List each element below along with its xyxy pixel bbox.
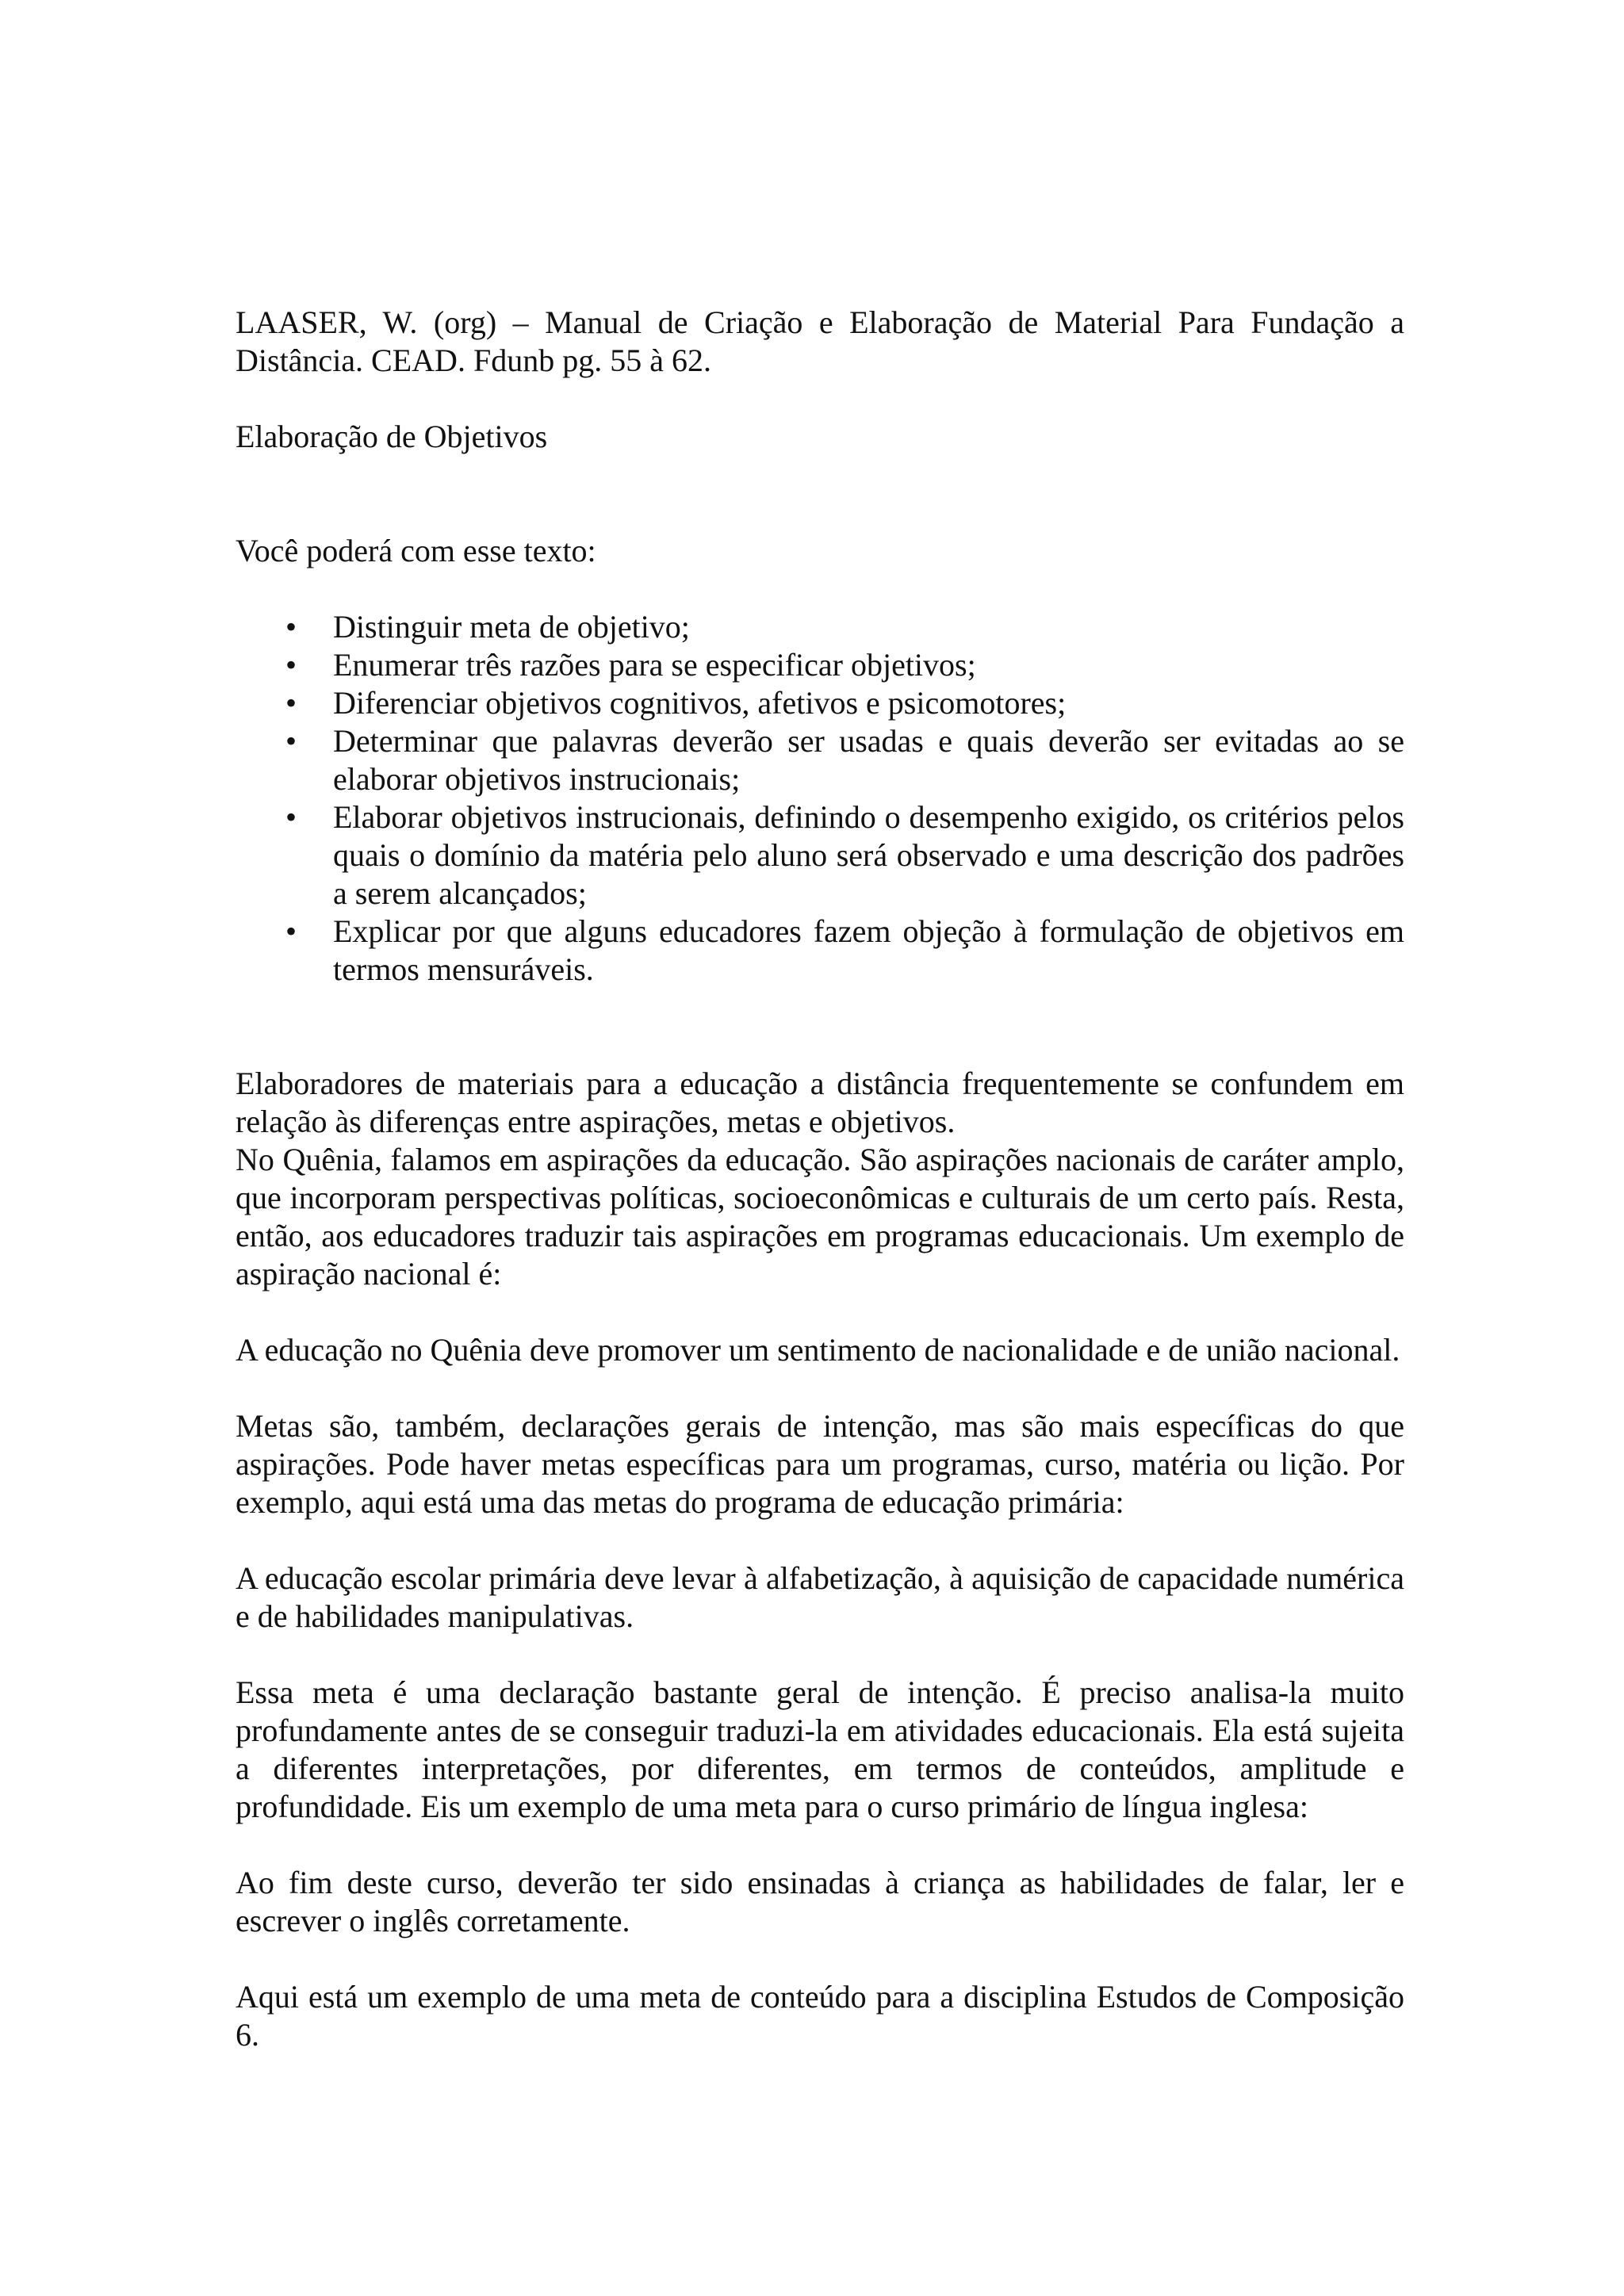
bullet-icon: • xyxy=(285,799,297,835)
bullet-icon: • xyxy=(285,723,297,759)
section-title: Elaboração de Objetivos xyxy=(236,419,548,454)
paragraph: Metas são, também, declarações gerais de intenção, mas são mais específicas do que aspirações. Pode haver metas específicas para um programas, curso, matéria ou lição. Por exemplo, aqui está uma das metas do programa de educação primária: xyxy=(236,1408,1404,1520)
list-item xyxy=(236,722,1404,798)
objective-text: Explicar por que alguns educadores fazem objeção à formulação de objetivos em termos mensuráveis. xyxy=(333,913,1404,987)
objective-text: Elaborar objetivos instrucionais, definindo o desempenho exigido, os critérios pelos quais o domínio da matéria pelo aluno será observado e uma descrição dos padrões a serem alcançados; xyxy=(333,799,1404,911)
list-item xyxy=(236,646,1404,684)
bullet-icon: • xyxy=(285,913,297,949)
document-body xyxy=(236,304,1404,2054)
objective-text: Determinar que palavras deverão ser usadas e quais deverão ser evitadas ao se elaborar objetivos instrucionais; xyxy=(333,723,1404,797)
bullet-icon: • xyxy=(285,647,297,683)
objective-text: Enumerar três razões para se especificar objetivos; xyxy=(333,647,976,683)
paragraph: Elaboradores de materiais para a educação a distância frequentemente se confundem em relação às diferenças entre aspirações, metas e objetivos. xyxy=(236,1066,1404,1139)
bullet-icon: • xyxy=(285,685,297,721)
list-item xyxy=(236,798,1404,913)
paragraph: A educação no Quênia deve promover um sentimento de nacionalidade e de união nacional. xyxy=(236,1332,1400,1368)
paragraph: A educação escolar primária deve levar à alfabetização, à aquisição de capacidade numérica e de habilidades manipulativas. xyxy=(236,1560,1404,1634)
list-item xyxy=(236,913,1404,989)
list-item xyxy=(236,608,1404,646)
paragraph: Ao fim deste curso, deverão ter sido ensinadas à criança as habilidades de falar, ler e escrever o inglês corretamente. xyxy=(236,1865,1404,1938)
objective-text: Diferenciar objetivos cognitivos, afetivos e psicomotores; xyxy=(333,685,1067,721)
objective-text: Distinguir meta de objetivo; xyxy=(333,609,690,645)
paragraph: Essa meta é uma declaração bastante geral de intenção. É preciso analisa-la muito profundamente antes de se conseguir traduzi-la em atividades educacionais. Ela está sujeita a diferentes interpretações, por diferentes, em termos de conteúdos, amplitude e profundidade. Eis um exemplo de uma meta para o curso primário de língua inglesa: xyxy=(236,1674,1404,1824)
paragraph: Aqui está um exemplo de uma meta de conteúdo para a disciplina Estudos de Composição 6. xyxy=(236,1979,1404,2053)
intro-text: Você poderá com esse texto: xyxy=(236,533,596,568)
list-item xyxy=(236,684,1404,722)
objectives-list xyxy=(236,608,1404,989)
paragraph: No Quênia, falamos em aspirações da educação. São aspirações nacionais de caráter amplo, que incorporam perspectivas políticas, socioeconômicas e culturais de um certo país. Resta, então, aos educadores traduzir tais aspirações em programas educacionais. Um exemplo de aspiração nacional é: xyxy=(236,1142,1404,1292)
citation: LAASER, W. (org) – Manual de Criação e Elaboração de Material Para Fundação a Distância. CEAD. Fdunb pg. 55 à 62. xyxy=(236,304,1404,378)
bullet-icon: • xyxy=(285,609,297,645)
